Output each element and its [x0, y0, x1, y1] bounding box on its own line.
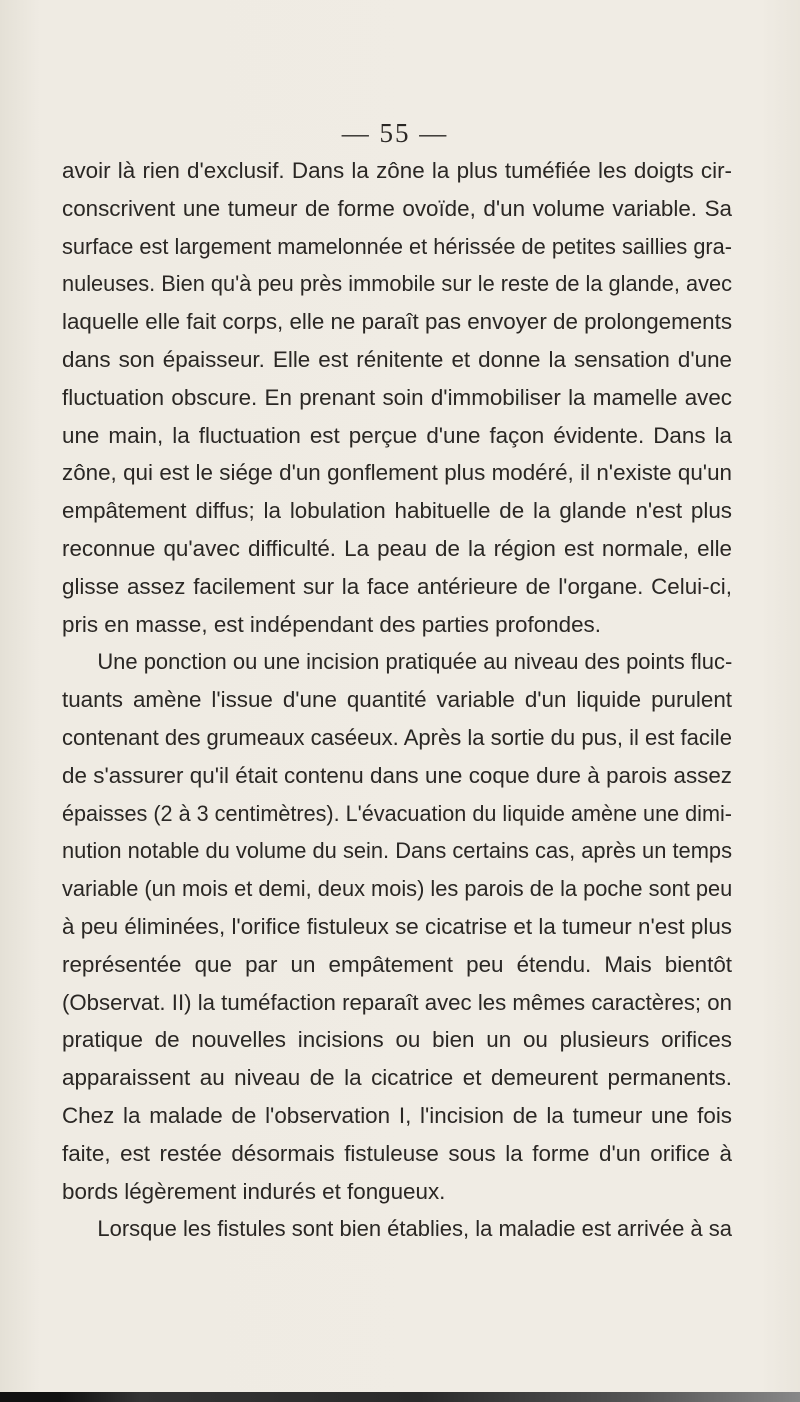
body-text	[62, 152, 732, 1248]
text-line: une main, la fluctuation est perçue d'une façon évidente. Dans la	[62, 422, 732, 448]
text-line: épaisses (2 à 3 centimètres). L'évacuation du liquide amène une dimi-	[62, 800, 732, 826]
text-line: variable (un mois et demi, deux mois) les parois de la poche sont peu	[62, 876, 733, 902]
text-line: pris en masse, est indépendant des parties profondes.	[62, 611, 601, 637]
text-line: glisse assez facilement sur la face antérieure de l'organe. Celui-ci,	[62, 573, 732, 599]
text-line: fluctuation obscure. En prenant soin d'immobiliser la mamelle avec	[62, 384, 732, 410]
text-line: faite, est restée désormais fistuleuse sous la forme d'un orifice à	[62, 1140, 732, 1166]
text-line: Lorsque les fistules sont bien établies, la maladie est arrivée à sa	[97, 1216, 732, 1242]
text-line: contenant des grumeaux caséeux. Après la sortie du pus, il est facile	[62, 724, 732, 750]
text-line: nution notable du volume du sein. Dans certains cas, après un temps	[62, 838, 733, 864]
text-line: empâtement diffus; la lobulation habituelle de la glande n'est plus	[62, 498, 732, 524]
text-line: avoir là rien d'exclusif. Dans la zône la plus tuméfiée les doigts cir-	[62, 158, 732, 183]
text-line: Chez la malade de l'observation I, l'incision de la tumeur une fois	[62, 1102, 732, 1128]
text-line: Une ponction ou une incision pratiquée au niveau des points fluc-	[97, 649, 733, 675]
page-number: — 55 —	[341, 118, 449, 148]
text-line: laquelle elle fait corps, elle ne paraît pas envoyer de prolongements	[62, 309, 732, 335]
text-line: apparaissent au niveau de la cicatrice et demeurent permanents.	[62, 1065, 732, 1091]
text-line: reconnue qu'avec difficulté. La peau de la région est normale, elle	[62, 535, 732, 561]
text-line: bords légèrement indurés et fongueux.	[62, 1178, 446, 1204]
text-line: représentée que par un empâtement peu étendu. Mais bientôt	[62, 951, 732, 977]
text-line: à peu éliminées, l'orifice fistuleux se cicatrise et la tumeur n'est plus	[62, 913, 732, 939]
text-line: (Observat. II) la tuméfaction reparaît avec les mêmes caractères; on	[62, 989, 732, 1015]
text-line: pratique de nouvelles incisions ou bien un ou plusieurs orifices	[62, 1027, 732, 1053]
text-line: surface est largement mamelonnée et hérissée de petites saillies gra-	[62, 233, 732, 259]
text-line: dans son épaisseur. Elle est rénitente et donne la sensation d'une	[62, 346, 732, 372]
text-line: tuants amène l'issue d'une quantité variable d'un liquide purulent	[62, 687, 732, 713]
scan-edge-shadow	[0, 1392, 800, 1402]
text-line: zône, qui est le siége d'un gonflement plus modéré, il n'existe qu'un	[62, 460, 732, 486]
text-line: nuleuses. Bien qu'à peu près immobile sur le reste de la glande, avec	[62, 271, 732, 297]
text-line: de s'assurer qu'il était contenu dans une coque dure à parois assez	[62, 762, 732, 788]
text-line: conscrivent une tumeur de forme ovoïde, d'un volume variable. Sa	[62, 195, 732, 221]
